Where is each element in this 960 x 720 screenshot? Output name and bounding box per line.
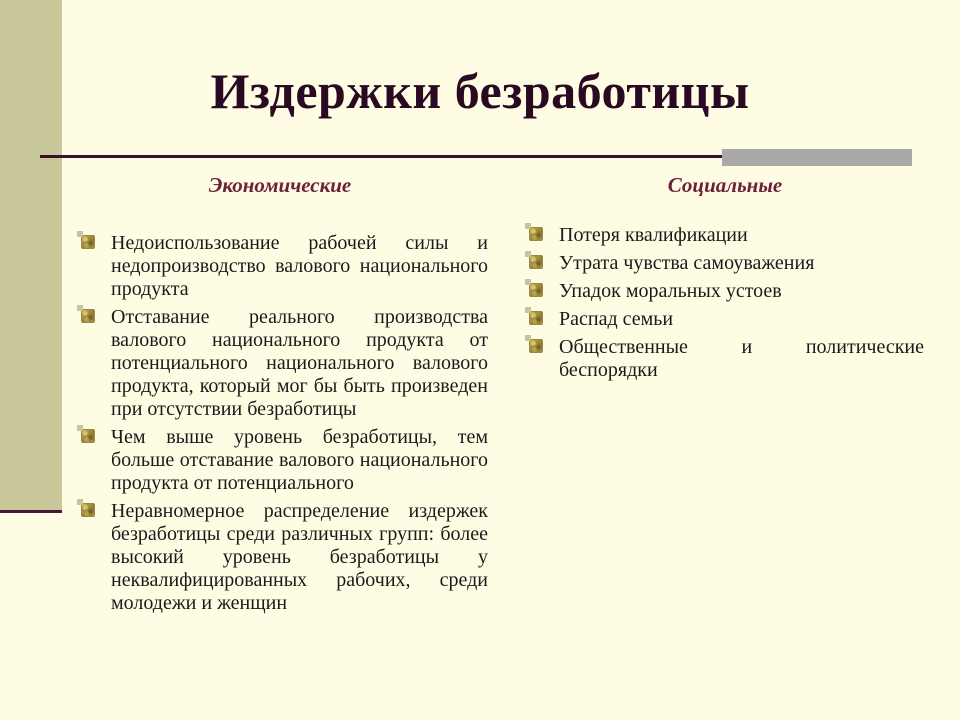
bullet-icon xyxy=(81,503,95,517)
bullet-icon xyxy=(529,227,543,241)
bullet-icon xyxy=(81,235,95,249)
list-item-text: Потеря квалификации xyxy=(559,224,748,246)
economic-list xyxy=(78,232,488,620)
bullet-icon xyxy=(529,339,543,353)
list-item-text: Утрата чувства самоуважения xyxy=(559,252,815,274)
list-item xyxy=(78,426,488,495)
left-band-underline xyxy=(0,510,62,513)
title-divider-accent xyxy=(722,149,912,166)
bullet-icon xyxy=(529,283,543,297)
list-item xyxy=(526,308,924,331)
social-list xyxy=(526,224,924,387)
list-item xyxy=(526,280,924,303)
list-item-text: Общественные и политические беспорядки xyxy=(559,336,924,381)
list-item xyxy=(526,224,924,247)
list-item-text: Неравномерное распределение издержек безработицы среди различных групп: более высокий уровень безработицы у неквалифицированных рабочих, среди молодежи и женщин xyxy=(111,500,488,614)
list-item xyxy=(78,232,488,301)
bullet-icon xyxy=(81,309,95,323)
economic-heading: Экономические xyxy=(208,173,352,197)
list-item-text: Распад семьи xyxy=(559,308,674,330)
list-item xyxy=(526,252,924,275)
bullet-icon xyxy=(529,255,543,269)
list-item xyxy=(78,306,488,421)
list-item-text: Чем выше уровень безработицы, тем больше отставание валового национального продукта от потенциального xyxy=(111,426,488,494)
slide-title: Издержки безработицы xyxy=(210,63,750,119)
list-item-text: Отставание реального производства валового национального продукта от потенциального национального валового продукта, который мог бы быть произведен при отсутствии безработицы xyxy=(111,306,488,420)
list-item-text: Упадок моральных устоев xyxy=(559,280,782,302)
bullet-icon xyxy=(81,429,95,443)
list-item xyxy=(526,336,924,382)
list-item xyxy=(78,500,488,615)
bullet-icon xyxy=(529,311,543,325)
list-item-text: Недоиспользование рабочей силы и недопроизводство валового национального продукта xyxy=(111,232,488,300)
social-heading: Социальные xyxy=(667,173,783,197)
